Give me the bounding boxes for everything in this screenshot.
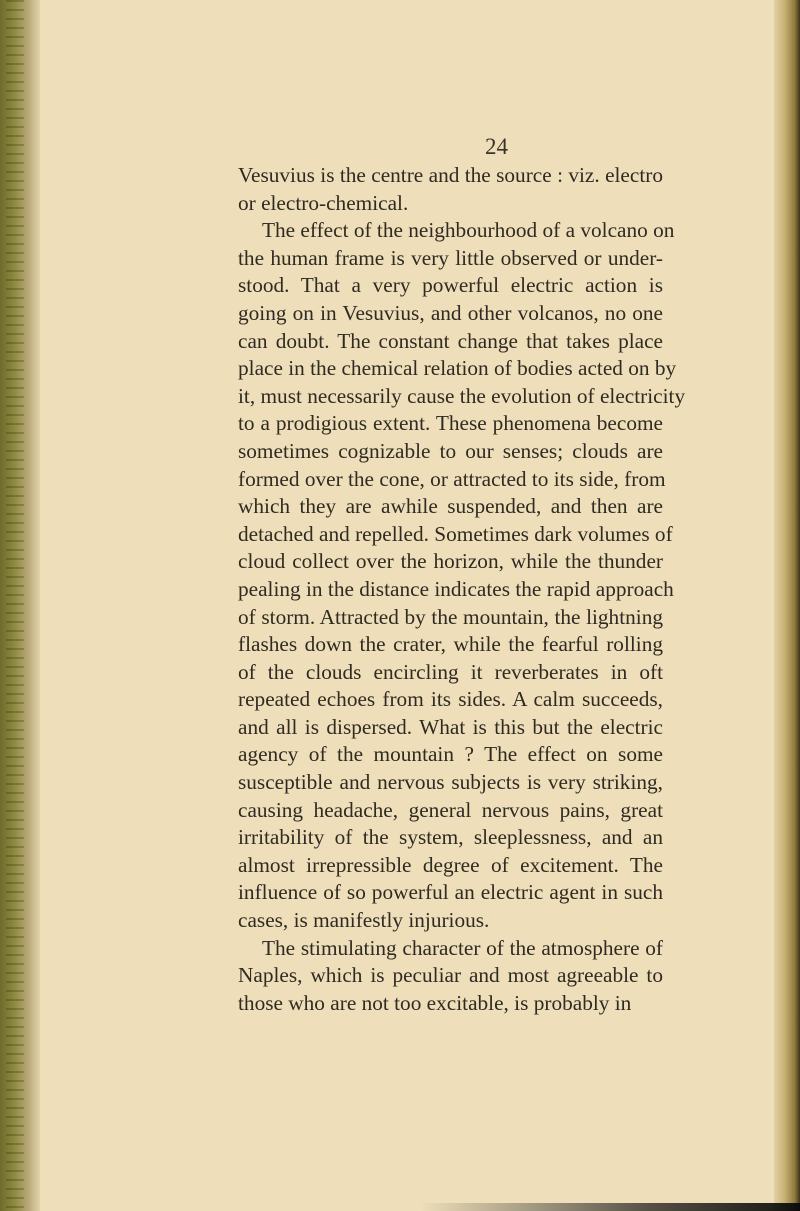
text-line: causing headache, general nervous pains, great (238, 797, 663, 822)
text-line: formed over the cone, or attracted to its side, from (238, 466, 666, 491)
text-line: almost irrepressible degree of excitement. The (238, 852, 663, 877)
text-line: can doubt. The constant change that takes place (238, 328, 663, 353)
text-line: of the clouds encircling it reverberates in oft (238, 659, 663, 684)
text-line: detached and repelled. Sometimes dark volumes of (238, 521, 673, 546)
text-line: The stimulating character of the atmosphere of (262, 935, 663, 960)
body-text (238, 162, 686, 1017)
text-line: to a prodigious extent. These phenomena become (238, 411, 663, 436)
text-line: those who are not too excitable, is probably in (238, 990, 632, 1015)
text-line: which they are awhile suspended, and then are (238, 494, 663, 519)
text-line: susceptible and nervous subjects is very striking, (238, 770, 663, 795)
text-line: irritability of the system, sleeplessness, and an (238, 825, 663, 850)
text-line: Vesuvius is the centre and the source : viz. electro (238, 163, 663, 187)
text-line: of storm. Attracted by the mountain, the lightning (238, 604, 663, 629)
text-line: The effect of the neighbourhood of a volcano on (262, 218, 675, 243)
spine-binding-texture (6, 0, 24, 1211)
text-line: cloud collect over the horizon, while the thunder (238, 549, 663, 574)
text-line: it, must necessarily cause the evolution of electricity (238, 383, 686, 408)
text-line: agency of the mountain ? The effect on some (238, 742, 663, 767)
page-edge-right (774, 0, 800, 1211)
text-line: stood. That a very powerful electric action is (238, 273, 663, 298)
text-line: cases, is manifestly injurious. (238, 908, 490, 933)
text-line: or electro-chemical. (238, 190, 409, 215)
text-line: sometimes cognizable to our senses; clouds are (238, 438, 663, 463)
text-line: repeated echoes from its sides. A calm succeeds, (238, 687, 663, 712)
text-line: going on in Vesuvius, and other volcanos, no one (238, 300, 663, 325)
text-line: Naples, which is peculiar and most agreeable to (238, 963, 663, 988)
text-line: pealing in the distance indicates the rapid approach (238, 576, 674, 601)
text-line: and all is dispersed. What is this but the electric (238, 714, 663, 739)
text-line: influence of so powerful an electric agent in such (238, 880, 663, 905)
bottom-shadow (420, 1203, 800, 1211)
text-line: flashes down the crater, while the fearful rolling (238, 632, 663, 657)
page-number: 24 (485, 134, 508, 159)
text-line: the human frame is very little observed or under- (238, 245, 663, 270)
text-line: place in the chemical relation of bodies acted on by (238, 356, 677, 381)
